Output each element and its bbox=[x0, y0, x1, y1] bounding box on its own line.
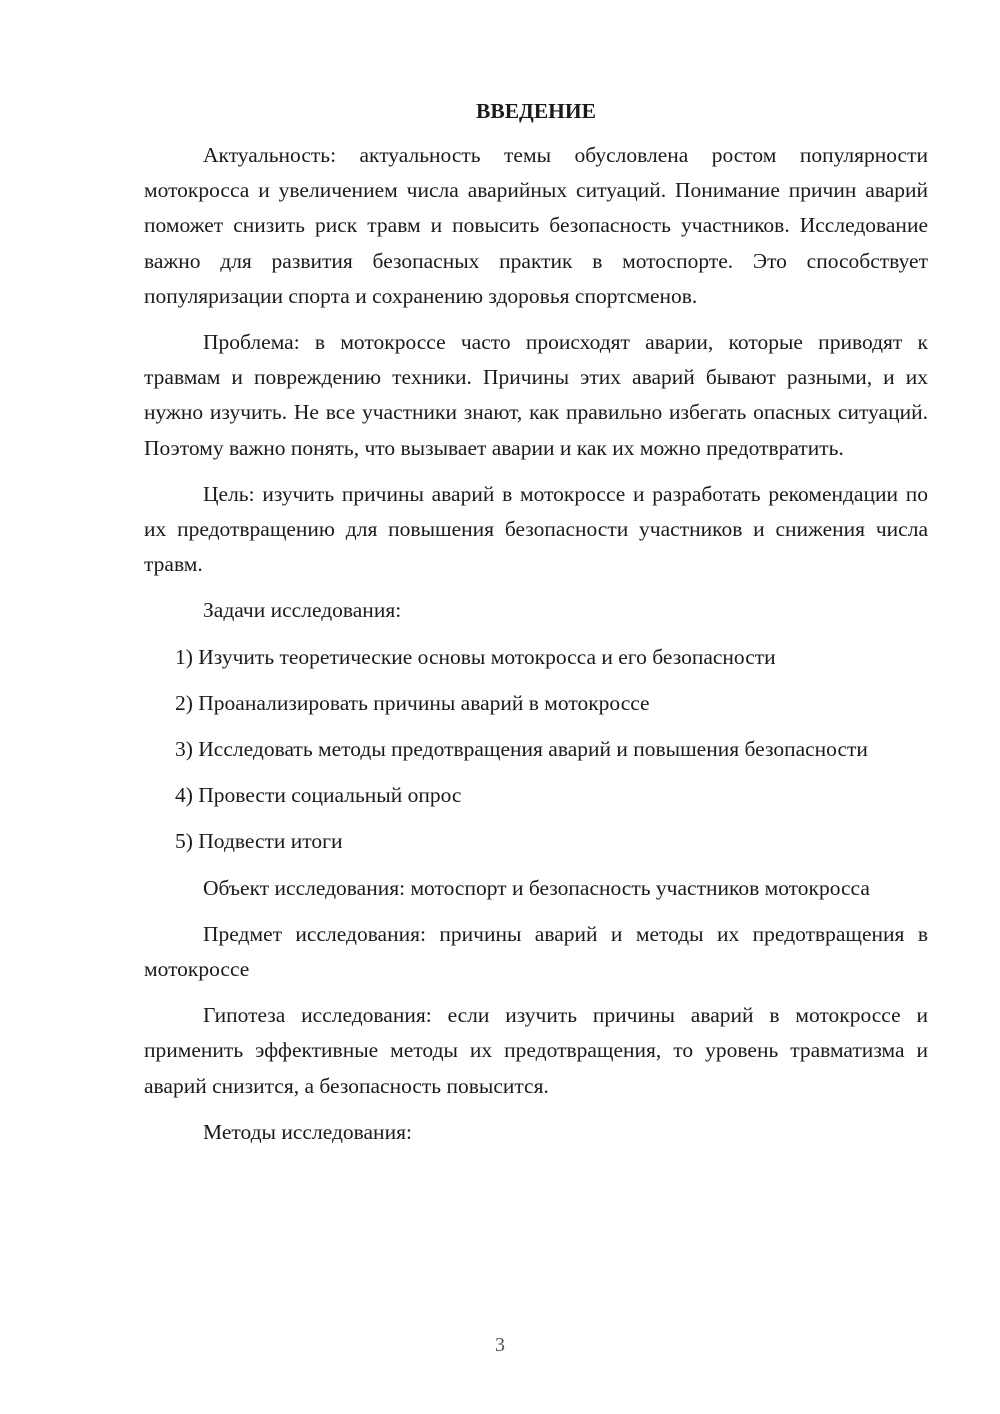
goal-paragraph: Цель: изучить причины аварий в мотокроссе и разработать рекомендации по их предотвращению для повышения безопасности участников и снижения числа травм. bbox=[144, 481, 928, 577]
subject-paragraph: Предмет исследования: причины аварий и методы их предотвращения в мотокроссе bbox=[144, 921, 928, 982]
task-item: 1) Изучить теоретические основы мотокросса и его безопасности bbox=[175, 644, 776, 669]
task-item: 2) Проанализировать причины аварий в мотокроссе bbox=[175, 690, 650, 715]
task-item: 5) Подвести итоги bbox=[175, 829, 343, 854]
problem-paragraph: Проблема: в мотокроссе часто происходят аварии, которые приводят к травмам и повреждению техники. Причины этих аварий бывают разными, и их нужно изучить. Не все участники знают, как правильно избегать опасных ситуаций. Поэтому важно понять, что вызывает аварии и как их можно предотвратить. bbox=[144, 330, 928, 460]
relevance-paragraph: Актуальность: актуальность темы обусловлена ростом популярности мотокросса и увеличением числа аварийных ситуаций. Понимание причин аварий поможет снизить риск травм и повысить безопасность участников. Исследование важно для развития безопасных практик в мотоспорте. Это способствует популяризации спорта и сохранению здоровья спортсменов. bbox=[144, 143, 928, 308]
section-heading: ВВЕДЕНИЕ bbox=[476, 99, 596, 123]
methods-intro-paragraph: Методы исследования: bbox=[203, 1119, 412, 1144]
page-number: 3 bbox=[495, 1334, 505, 1356]
task-item: 4) Провести социальный опрос bbox=[175, 783, 462, 808]
tasks-intro-paragraph: Задачи исследования: bbox=[203, 598, 402, 623]
hypothesis-paragraph: Гипотеза исследования: если изучить причины аварий в мотокроссе и применить эффективные методы их предотвращения, то уровень травматизма и аварий снизится, а безопасность повысится. bbox=[144, 1003, 928, 1098]
document-page bbox=[144, 94, 928, 1161]
task-item: 3) Исследовать методы предотвращения аварий и повышения безопасности bbox=[175, 737, 868, 762]
object-paragraph: Объект исследования: мотоспорт и безопасность участников мотокросса bbox=[203, 875, 870, 900]
